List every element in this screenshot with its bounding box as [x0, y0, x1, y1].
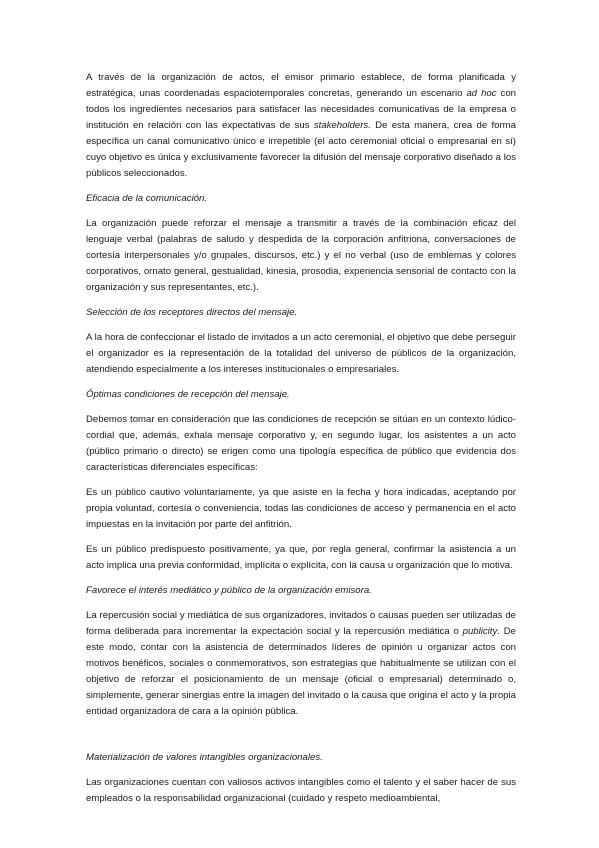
section-heading-condiciones: Óptimas condiciones de recepción del mensaje.	[86, 389, 290, 400]
section-heading-eficacia: Eficacia de la comunicación.	[86, 193, 208, 204]
section-heading-interes-mediatico: Favorece el interés mediático y público de la organización emisora.	[86, 585, 372, 596]
text-run: A través de la organización de actos, el emisor primario establece, de forma planificada y estratégica, unas coordenadas espaciotemporales concretas, generando un escenario	[86, 72, 516, 99]
italic-term: ad hoc	[466, 88, 497, 99]
italic-term: stakeholders.	[313, 120, 371, 131]
paragraph-publico-predispuesto: Es un público predispuesto positivamente, ya que, por regla general, confirmar la asistencia a un acto implica una previa conformidad, implícita o explícita, con la causa u organización que lo motiva.	[86, 544, 516, 571]
paragraph-condiciones: Debemos tomar en consideración que las condiciones de recepción se sitúan en un contexto lúdico-cordial que, además, exhala mensaje corporativo y, en segundo lugar, los asistentes a un acto (público primario o directo) se erigen como una tipología específica de público que evidencia dos características diferenciales específicas:	[86, 414, 516, 473]
section-heading-valores-intangibles: Materialización de valores intangibles organizacionales.	[86, 752, 323, 763]
paragraph-publico-cautivo: Es un público cautivo voluntariamente, ya que asiste en la fecha y hora indicadas, aceptando por propia voluntad, cortesía o conveniencia, todas las condiciones de acceso y permanencia en el acto impuestas en la invitación por parte del anfitrión.	[86, 487, 516, 530]
document-body	[86, 70, 516, 816]
paragraph-intro	[86, 70, 516, 182]
spacer	[86, 729, 516, 750]
text-run: . De este modo, contar con la asistencia de determinados líderes de opinión u organizar actos con motivos benéficos, sociales o conmemorativos, son estrategias que habitualmente se utilizan con el objetivo de reforzar el posicionamiento de un mensaje (oficial o empresarial) determinado o, simplemente, generar sinergias entre la imagen del invitado o la causa que origina el acto y la propia entidad organizadora de cara a la opinión pública.	[86, 626, 516, 717]
paragraph-seleccion: A la hora de confeccionar el listado de invitados a un acto ceremonial, el objetivo que debe perseguir el organizador es la representación de la totalidad del universo de públicos de la organización, atendiendo especialmente a los intereses institucionales o empresariales.	[86, 332, 516, 375]
paragraph-interes-mediatico	[86, 608, 516, 720]
paragraph-eficacia: La organización puede reforzar el mensaje a transmitir a través de la combinación eficaz del lenguaje verbal (palabras de saludo y despedida de la corporación anfitriona, conversaciones de cortesía interpersonales y/o grupales, discursos, etc.) y el no verbal (uso de emblemas y colores corporativos, ornato general, gestualidad, kinesia, prosodia, experiencia sensorial de contacto con la organización y sus representantes, etc.).	[86, 218, 516, 293]
paragraph-valores-intangibles: Las organizaciones cuentan con valiosos activos intangibles como el talento y el saber hacer de sus empleados o la responsabilidad organizacional (cuidado y respeto medioambiental,	[86, 777, 516, 804]
text-run: con todos los ingredientes necesarios para satisfacer las necesidades comunicativas de la empresa o institución en relación con las expectativas de sus	[86, 88, 516, 131]
text-run: La repercusión social y mediática de sus organizadores, invitados o causas pueden ser utilizadas de forma deliberada para incrementar la expectación social y la repercusión mediática o	[86, 610, 516, 637]
italic-term: publicity	[462, 626, 498, 637]
section-heading-seleccion: Selección de los receptores directos del mensaje.	[86, 307, 298, 318]
text-run: De esta manera, crea de forma específica un canal comunicativo único e irrepetible (el acto ceremonial oficial o empresarial en sí) cuyo objetivo es única y exclusivamente favorecer la difusión del mensaje corporativo diseñado a los públicos seleccionados.	[86, 120, 516, 179]
